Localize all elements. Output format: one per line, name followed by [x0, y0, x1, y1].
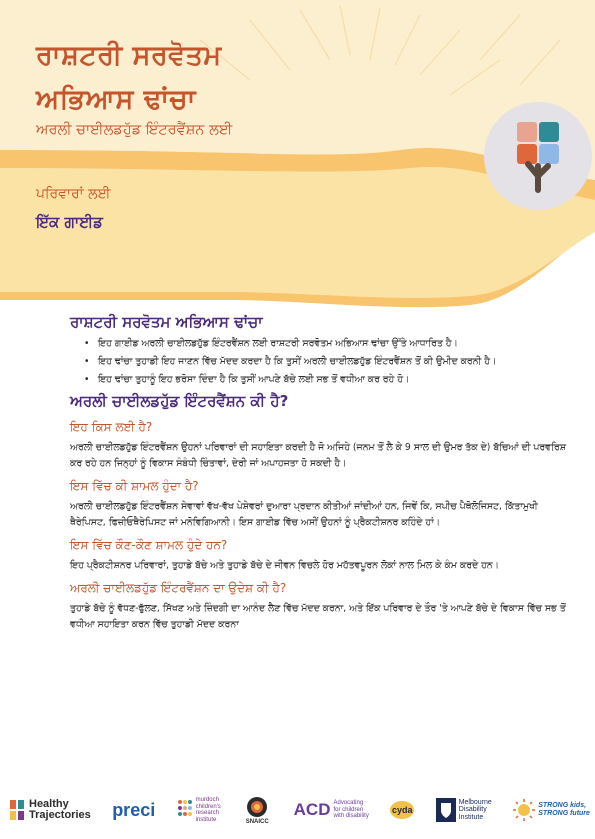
list-item: • ਇਹ ਗਾਈਡ ਅਰਲੀ ਚਾਈਲਡਹੁੱਡ ਇੰਟਰਵੈਂਸ਼ਨ ਲਈ ਰਾਸ਼ਟਰੀ ਸਰਵੋਤਮ ਅਭਿਆਸ ਢਾਂਚਾ ਉੱਤੇ ਆਧਾਰਿਤ ਹੈ। — [88, 336, 570, 351]
snaicc-mark-icon — [242, 796, 272, 818]
eci-heading: ਅਰਲੀ ਚਾਈਲਡਹੁੱਡ ਇੰਟਰਵੈਂਸ਼ਨ ਕੀ ਹੈ? — [70, 392, 289, 410]
cyda-logo: cyda — [390, 801, 414, 819]
framework-logo — [484, 102, 592, 210]
list-item: • ਇਹ ਢਾਂਚਾ ਤੁਹਾਡੀ ਇਹ ਜਾਣਨ ਵਿੱਚ ਮੱਦਦ ਕਰਦਾ ਹੈ ਕਿ ਤੁਸੀਂ ਅਰਲੀ ਚਾਈਲਡਹੁੱਡ ਇੰਟਰਵੈਂਸ਼ਨ ਤੋਂ ਕੀ ਉਮੀਦ ਕਰਨੀ ਹੈ। — [88, 354, 570, 369]
section-question: ਇਸ ਵਿੱਚ ਕੌਣ-ਕੌਣ ਸ਼ਾਮਲ ਹੁੰਦੇ ਹਨ? — [70, 538, 228, 552]
framework-bullets — [70, 336, 570, 387]
mcri-mark-icon — [177, 799, 193, 821]
snaicc-logo: SNAICC — [242, 796, 272, 825]
strong-kids-logo: STRONG kids, STRONG future — [513, 799, 590, 821]
unimelb-crest-icon — [436, 798, 456, 822]
preci-logo: preci — [112, 799, 156, 820]
melbourne-disability-institute-logo: Melbourne Disability Institute — [436, 798, 492, 822]
section-question: ਇਸ ਵਿੱਚ ਕੀ ਸ਼ਾਮਲ ਹੁੰਦਾ ਹੈ? — [70, 479, 199, 493]
section-answer: ਅਰਲੀ ਚਾਈਲਡਹੁੱਡ ਇੰਟਰਵੈਂਸ਼ਨ ਸੇਵਾਵਾਂ ਵੱਖ-ਵੱਖ ਪੇਸ਼ੇਵਰਾਂ ਦੁਆਰਾ ਪ੍ਰਦਾਨ ਕੀਤੀਆਂ ਜਾਂਦੀਆਂ ਹਨ, ਜਿਵੇਂ ਕਿ, ਸਪੀਚ ਪੈਥੋਲੋਜਿਸਟ, ਕਿੱਤਾਮੁਖੀ ਥੈਰੇਪਿਸਟ, ਫਿਜ਼ੀਓਥੈਰੇਪਿਸਟ ਜਾਂ ਮਨੋਵਿਗਿਆਨੀ। ਇਸ ਗਾਈਡ ਵਿੱਚ ਅਸੀਂ ਉਹਨਾਂ ਨੂੰ ਪ੍ਰੈਕਟੀਸ਼ਨਰ ਕਹਿੰਦੇ ਹਾਂ। — [70, 501, 538, 528]
section-question: ਇਹ ਕਿਸ ਲਈ ਹੈ? — [70, 420, 153, 434]
ht-mark-icon — [10, 798, 26, 822]
acd-logo: ACD Advocating for children with disability — [293, 800, 369, 820]
title-line-2: ਅਭਿਆਸ ਢਾਂਚਾ — [36, 84, 196, 115]
guide-label: ਇੱਕ ਗਾਈਡ — [36, 213, 103, 231]
partner-logos — [10, 790, 590, 830]
sun-icon — [513, 799, 535, 821]
header-banner — [0, 0, 595, 330]
list-item: • ਇਹ ਢਾਂਚਾ ਤੁਹਾਨੂੰ ਇਹ ਭਰੋਸਾ ਦਿੰਦਾ ਹੈ ਕਿ ਤੁਸੀਂ ਆਪਣੇ ਬੱਚੇ ਲਈ ਸਭ ਤੋਂ ਵਧੀਆ ਕਰ ਰਹੇ ਹੋ। — [88, 372, 570, 387]
healthy-trajectories-logo: Healthy Trajectories — [10, 798, 91, 822]
section-answer: ਇਹ ਪ੍ਰੈਕਟੀਸ਼ਨਰ ਪਰਿਵਾਰਾਂ, ਤੁਹਾਡੇ ਬੱਚੇ ਅਤੇ ਤੁਹਾਡੇ ਬੱਚੇ ਦੇ ਜੀਵਨ ਵਿਚਲੇ ਹੋਰ ਮਹੱਤਵਪੂਰਨ ਲੋਕਾਂ ਨਾਲ ਮਿਲ ਕੇ ਕੰਮ ਕਰਦੇ ਹਨ। — [70, 560, 499, 571]
section-question: ਅਰਲੀ ਚਾਈਲਡਹੁੱਡ ਇੰਟਰਵੈਂਸ਼ਨ ਦਾ ਉਦੇਸ਼ ਕੀ ਹੈ? — [70, 581, 287, 595]
main-content — [70, 313, 570, 640]
flower-people-icon — [484, 102, 592, 210]
mcri-logo: murdoch children's research institute — [177, 797, 221, 823]
section-answer: ਅਰਲੀ ਚਾਈਲਡਹੁੱਡ ਇੰਟਰਵੈਂਸ਼ਨ ਉਹਨਾਂ ਪਰਿਵਾਰਾਂ ਦੀ ਸਹਾਇਤਾ ਕਰਦੀ ਹੈ ਜੋ ਅਜਿਹੇ (ਜਨਮ ਤੋਂ ਲੈ ਕੇ 9 ਸਾਲ ਦੀ ਉਮਰ ਤੱਕ ਦੇ) ਬੱਚਿਆਂ ਦੀ ਪਰਵਰਿਸ਼ ਕਰ ਰਹੇ ਹਨ ਜਿਨ੍ਹਾਂ ਨੂੰ ਵਿਕਾਸ ਸੰਬੰਧੀ ਚਿੰਤਾਵਾਂ, ਦੇਰੀ ਜਾਂ ਅਪਾਹਜਤਾ ਹੋ ਸਕਦੀ ਹੈ। — [70, 442, 566, 469]
title-line-1: ਰਾਸ਼ਟਰੀ ਸਰਵੋਤਮ — [36, 40, 222, 71]
page-title — [36, 34, 222, 122]
section-answer: ਤੁਹਾਡੇ ਬੱਚੇ ਨੂੰ ਵੱਧਣ-ਫੁੱਲਣ, ਸਿੱਖਣ ਅਤੇ ਜ਼ਿੰਦਗੀ ਦਾ ਆਨੰਦ ਲੈਣ ਵਿੱਚ ਮੱਦਦ ਕਰਨਾ, ਅਤੇ ਇੱਕ ਪਰਿਵਾਰ ਦੇ ਤੌਰ 'ਤੇ ਆਪਣੇ ਬੱਚੇ ਦੇ ਵਿਕਾਸ ਵਿੱਚ ਸਭ ਤੋਂ ਵਧੀਆ ਸਹਾਇਤਾ ਕਰਨ ਵਿੱਚ ਤੁਹਾਡੀ ਮੱਦਦ ਕਰਨਾ — [70, 603, 566, 630]
audience-label: ਪਰਿਵਾਰਾਂ ਲਈ — [36, 186, 111, 202]
framework-heading: ਰਾਸ਼ਟਰੀ ਸਰਵੋਤਮ ਅਭਿਆਸ ਢਾਂਚਾ — [70, 313, 263, 331]
page-subtitle: ਅਰਲੀ ਚਾਈਲਡਹੁੱਡ ਇੰਟਰਵੈਂਸ਼ਨ ਲਈ — [36, 122, 233, 138]
